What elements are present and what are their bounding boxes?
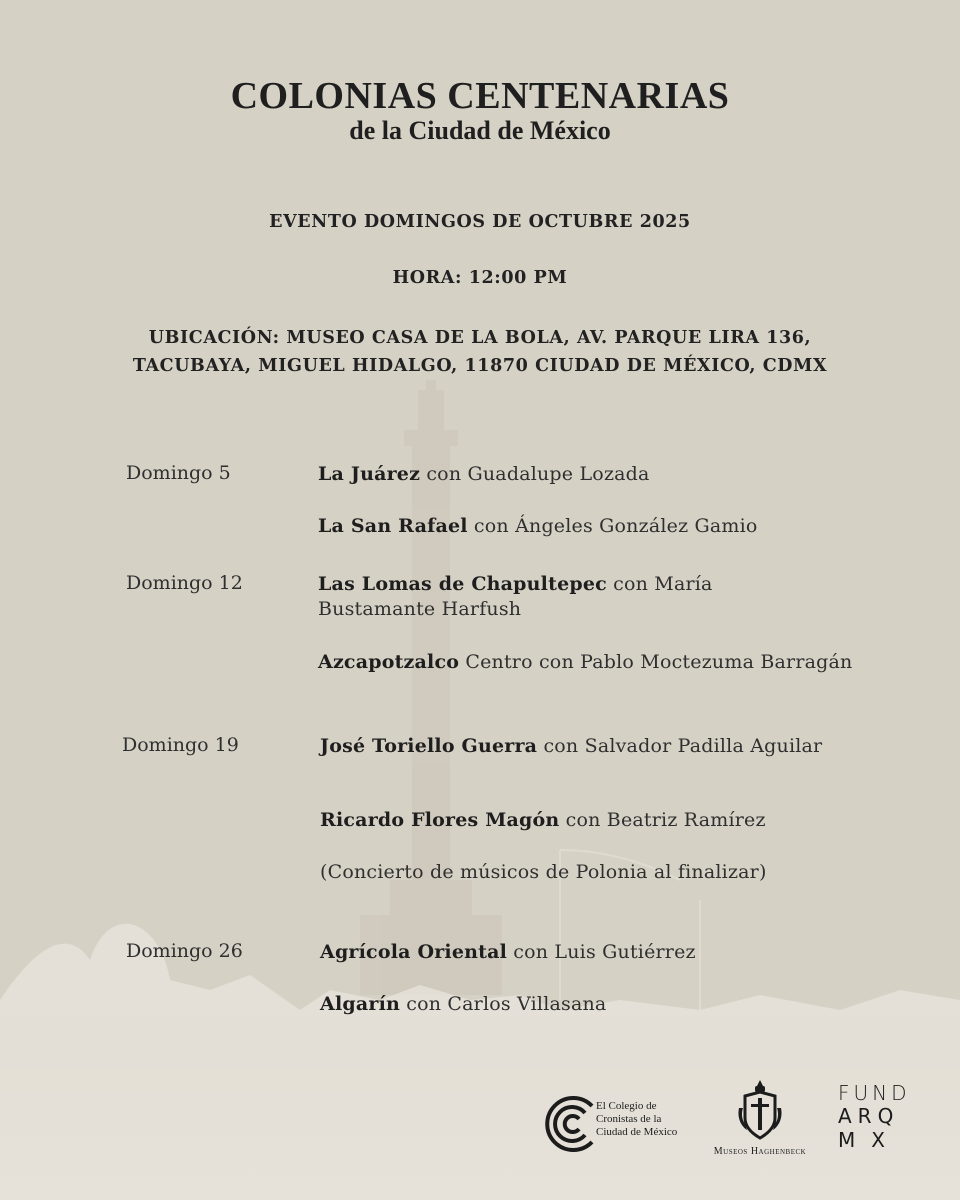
schedule-entry <box>320 734 840 759</box>
colonia-name: Algarín <box>320 993 400 1015</box>
arq-line: ARQ <box>838 1104 900 1128</box>
fund-line: FUND <box>838 1081 911 1105</box>
page-title: COLONIAS CENTENARIAS <box>230 75 730 117</box>
speaker-text: con Carlos Villasana <box>400 993 607 1015</box>
note-text: (Concierto de músicos de Polonia al finalizar) <box>320 861 767 883</box>
time-line: HORA: 12:00 PM <box>392 268 568 288</box>
crest-icon <box>735 1078 785 1140</box>
colonia-name: Las Lomas de Chapultepec <box>318 573 607 595</box>
colonia-name: Ricardo Flores Magón <box>320 809 560 831</box>
speaker-text: con Salvador Padilla Aguilar <box>537 735 823 757</box>
speaker-text: con Guadalupe Lozada <box>420 463 650 485</box>
speaker-text: con Luis Gutiérrez <box>507 941 696 963</box>
concentric-c-icon <box>540 1092 604 1156</box>
museos-label: Museos Haghenbeck <box>713 1146 807 1157</box>
colonia-name: La Juárez <box>318 463 421 485</box>
schedule-entry <box>320 940 880 965</box>
speaker-text: con Ángeles González Gamio <box>467 515 758 537</box>
fundarq-logo <box>838 1082 918 1160</box>
mx-line: MX <box>838 1128 901 1152</box>
speaker-text: con María Bustamante Harfush <box>318 573 713 620</box>
page-subtitle: de la Ciudad de México <box>349 116 611 145</box>
schedule-entry <box>320 808 880 833</box>
colegio-logo <box>540 1092 720 1158</box>
colonia-name: La San Rafael <box>318 515 468 537</box>
schedule-entry <box>318 572 788 622</box>
schedule-entry <box>320 992 880 1017</box>
day-label: Domingo 26 <box>126 940 243 962</box>
schedule-note <box>320 860 800 885</box>
colonia-name: Agrícola Oriental <box>320 941 508 963</box>
speaker-text: Centro con Pablo Moctezuma Barragán <box>459 651 853 673</box>
location-line: UBICACIÓN: MUSEO CASA DE LA BOLA, AV. PARQUE LIRA 136, TACUBAYA, MIGUEL HIDALGO, 11870 CIUDAD DE MÉXICO, CDMX <box>132 328 828 376</box>
schedule-entry <box>318 462 878 487</box>
schedule-entry <box>318 650 858 675</box>
colonia-name: José Toriello Guerra <box>320 735 538 757</box>
colonia-name: Azcapotzalco <box>318 651 460 673</box>
day-label: Domingo 5 <box>126 462 231 484</box>
schedule-entry <box>318 514 878 539</box>
colegio-line: Ciudad de México <box>596 1126 678 1138</box>
colegio-line: El Colegio de <box>596 1100 657 1112</box>
colegio-line: Cronistas de la <box>596 1113 662 1125</box>
event-line: EVENTO DOMINGOS DE OCTUBRE 2025 <box>269 212 691 232</box>
museos-logo <box>704 1078 816 1168</box>
speaker-text: con Beatriz Ramírez <box>559 809 766 831</box>
day-label: Domingo 19 <box>122 734 239 756</box>
day-label: Domingo 12 <box>126 572 243 594</box>
